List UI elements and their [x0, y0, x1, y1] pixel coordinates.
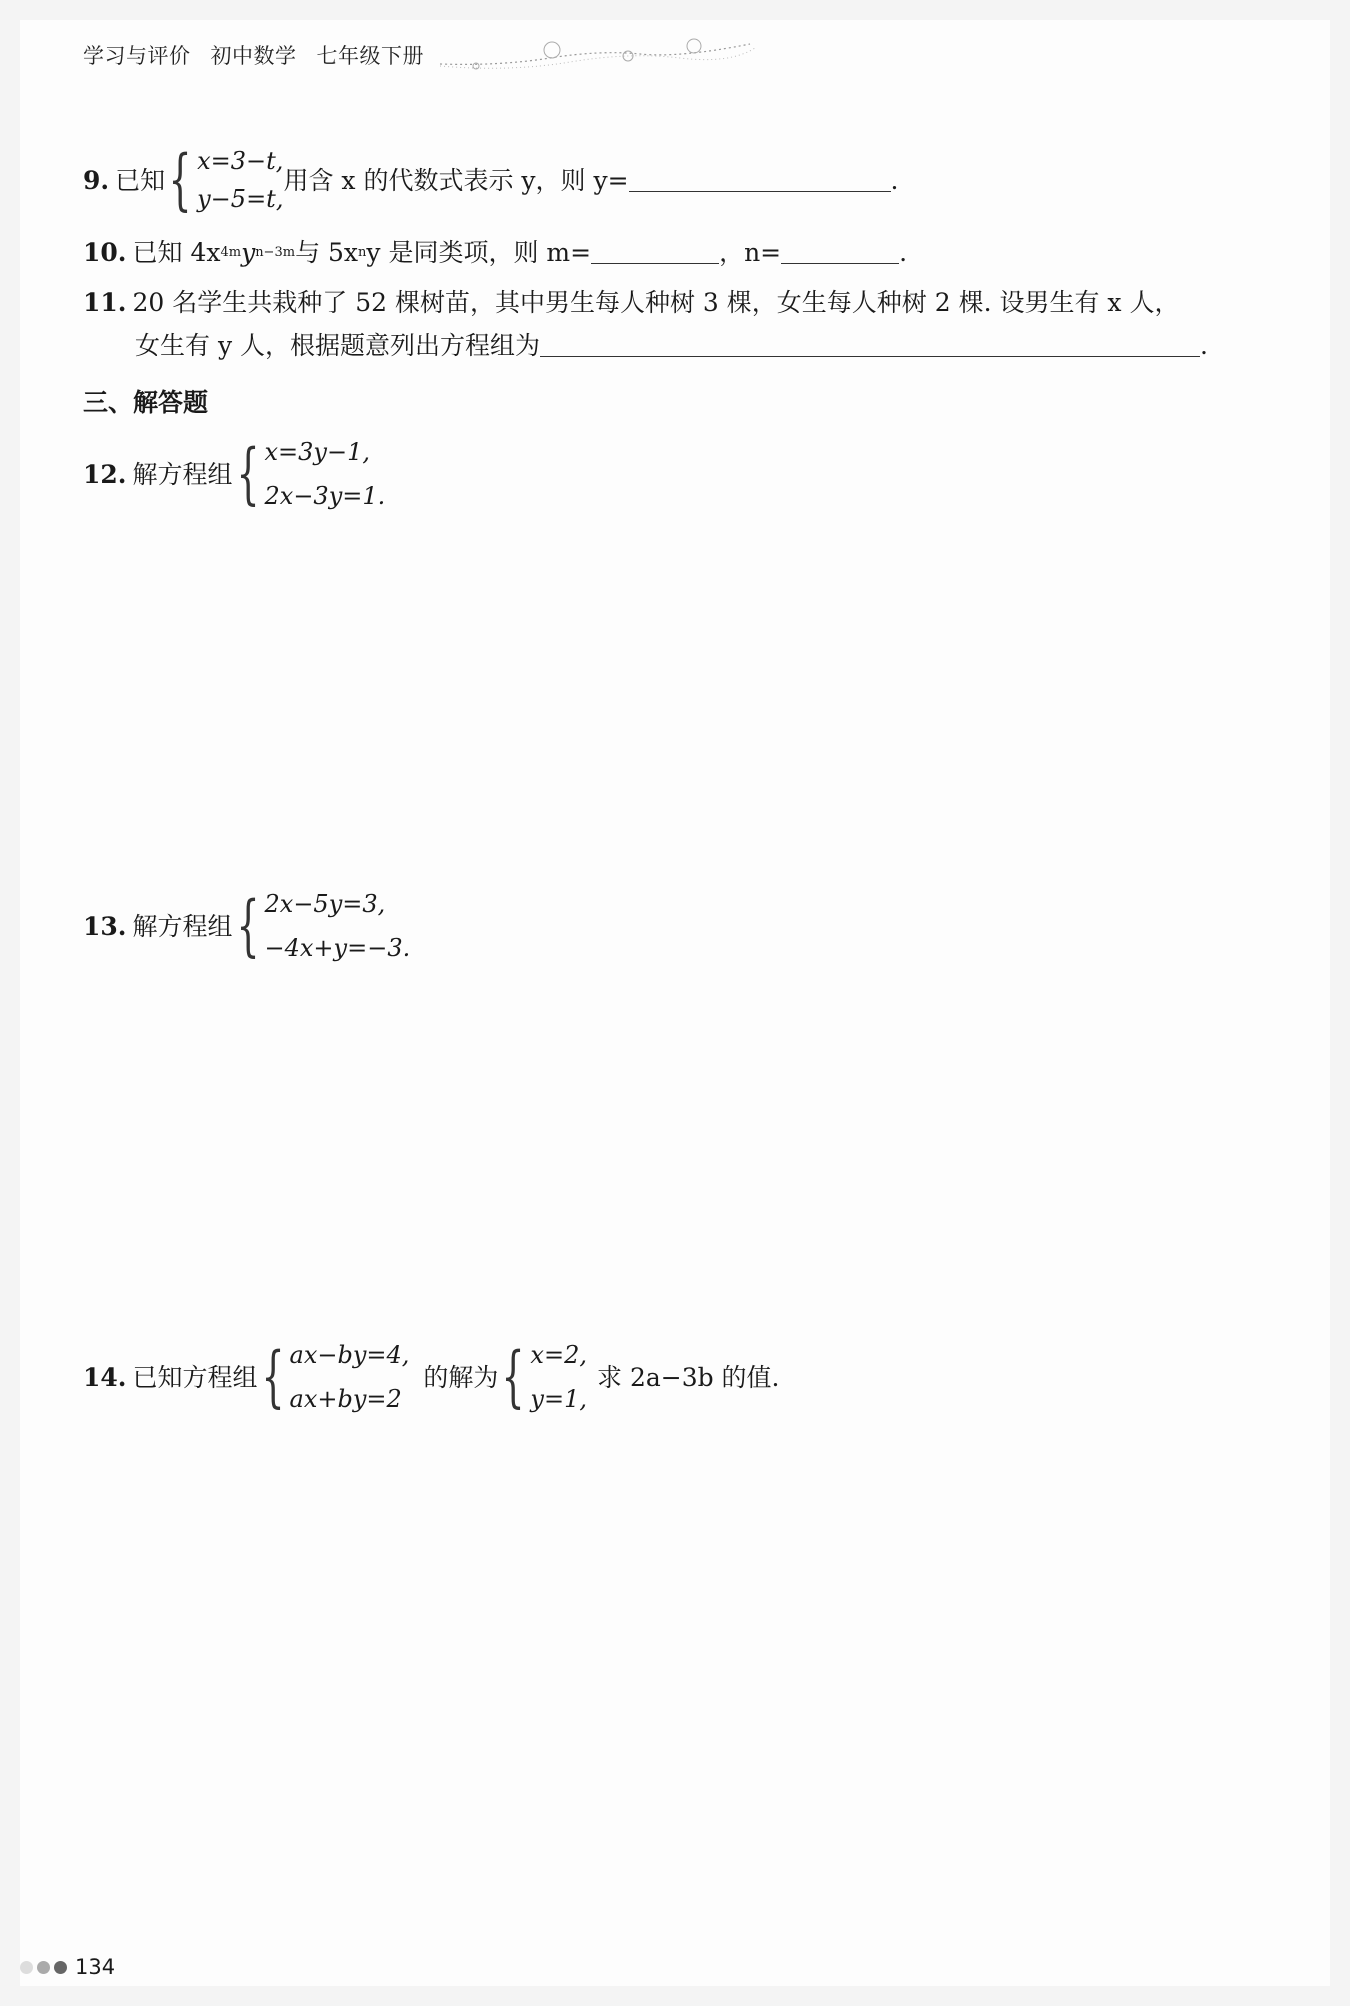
question-text: y 是同类项，则 m= — [366, 238, 592, 267]
question-number: 13. — [83, 911, 127, 941]
question-prefix: 解方程组 — [132, 459, 233, 489]
question-text: ，n= — [719, 238, 782, 267]
equation: −4x+y=−3. — [264, 934, 411, 962]
section-title: 三、解答题 — [83, 388, 209, 417]
question-9 — [83, 141, 899, 218]
dot-icon — [54, 1961, 67, 1974]
question-number: 11. — [83, 288, 127, 317]
question-text: 用含 x 的代数式表示 y，则 y= — [283, 165, 629, 195]
question-14 — [83, 1338, 780, 1415]
brace-icon: { — [501, 1338, 525, 1415]
brace-icon: { — [235, 435, 260, 512]
solution-system — [530, 1343, 587, 1411]
question-text: 的解为 — [423, 1362, 499, 1392]
question-text: 已知 4x — [132, 238, 221, 267]
equation: x=3y−1, — [264, 438, 370, 466]
question-13 — [83, 887, 411, 964]
question-10 — [83, 240, 907, 265]
equation: 2x−3y=1. — [264, 482, 386, 510]
question-text: 20 名学生共栽种了 52 棵树苗，其中男生每人种树 3 棵，女生每人种树 2 棵. 设男生有 x 人， — [132, 288, 1180, 317]
question-number: 10. — [83, 238, 127, 267]
header-series: 学习与评价 — [83, 44, 191, 68]
exponent: n — [358, 245, 367, 260]
question-prefix: 已知方程组 — [132, 1362, 258, 1392]
question-text: 女生有 y 人，根据题意列出方程组为 — [135, 331, 541, 360]
exponent: n−3m — [255, 245, 296, 260]
question-11 — [83, 290, 1263, 358]
exponent: 4m — [220, 245, 242, 260]
question-12 — [83, 435, 386, 512]
header-decoration-icon — [440, 36, 760, 76]
question-end: . — [1200, 331, 1208, 360]
page-number: 134 — [75, 1955, 116, 1979]
answer-blank[interactable] — [629, 169, 891, 192]
equation-system — [290, 1343, 410, 1411]
brace-icon: { — [260, 1338, 285, 1415]
brace-icon: { — [235, 887, 260, 964]
page-footer — [20, 1955, 115, 1979]
equation: x=3−t, — [197, 147, 284, 175]
running-header — [83, 40, 424, 70]
answer-blank-m[interactable] — [591, 241, 719, 264]
dot-icon — [20, 1961, 33, 1974]
equation-system — [197, 149, 283, 211]
question-end: . — [899, 238, 908, 267]
question-number: 12. — [83, 459, 127, 489]
equation: y−5=t, — [197, 185, 284, 213]
question-text: y — [241, 238, 256, 267]
equation: 2x−5y=3, — [264, 890, 386, 918]
question-end: . — [890, 165, 899, 195]
question-text: 与 5x — [295, 238, 359, 267]
equation-system — [265, 892, 411, 960]
dot-icon — [37, 1961, 50, 1974]
question-text: 求 2a−3b 的值. — [597, 1362, 780, 1392]
answer-blank-n[interactable] — [781, 241, 899, 264]
question-prefix: 已知 — [115, 165, 166, 195]
question-prefix: 解方程组 — [132, 911, 233, 941]
question-number: 14. — [83, 1362, 127, 1392]
question-number: 9. — [83, 165, 110, 195]
equation: x=2, — [530, 1341, 587, 1369]
brace-icon: { — [168, 141, 192, 218]
equation-system — [265, 440, 386, 508]
equation: ax−by=4, — [289, 1341, 410, 1369]
answer-blank[interactable] — [540, 334, 1200, 357]
equation: ax+by=2 — [289, 1385, 402, 1413]
equation: y=1, — [530, 1385, 587, 1413]
header-subject: 初中数学 — [210, 44, 297, 68]
header-grade: 七年级下册 — [316, 44, 424, 68]
